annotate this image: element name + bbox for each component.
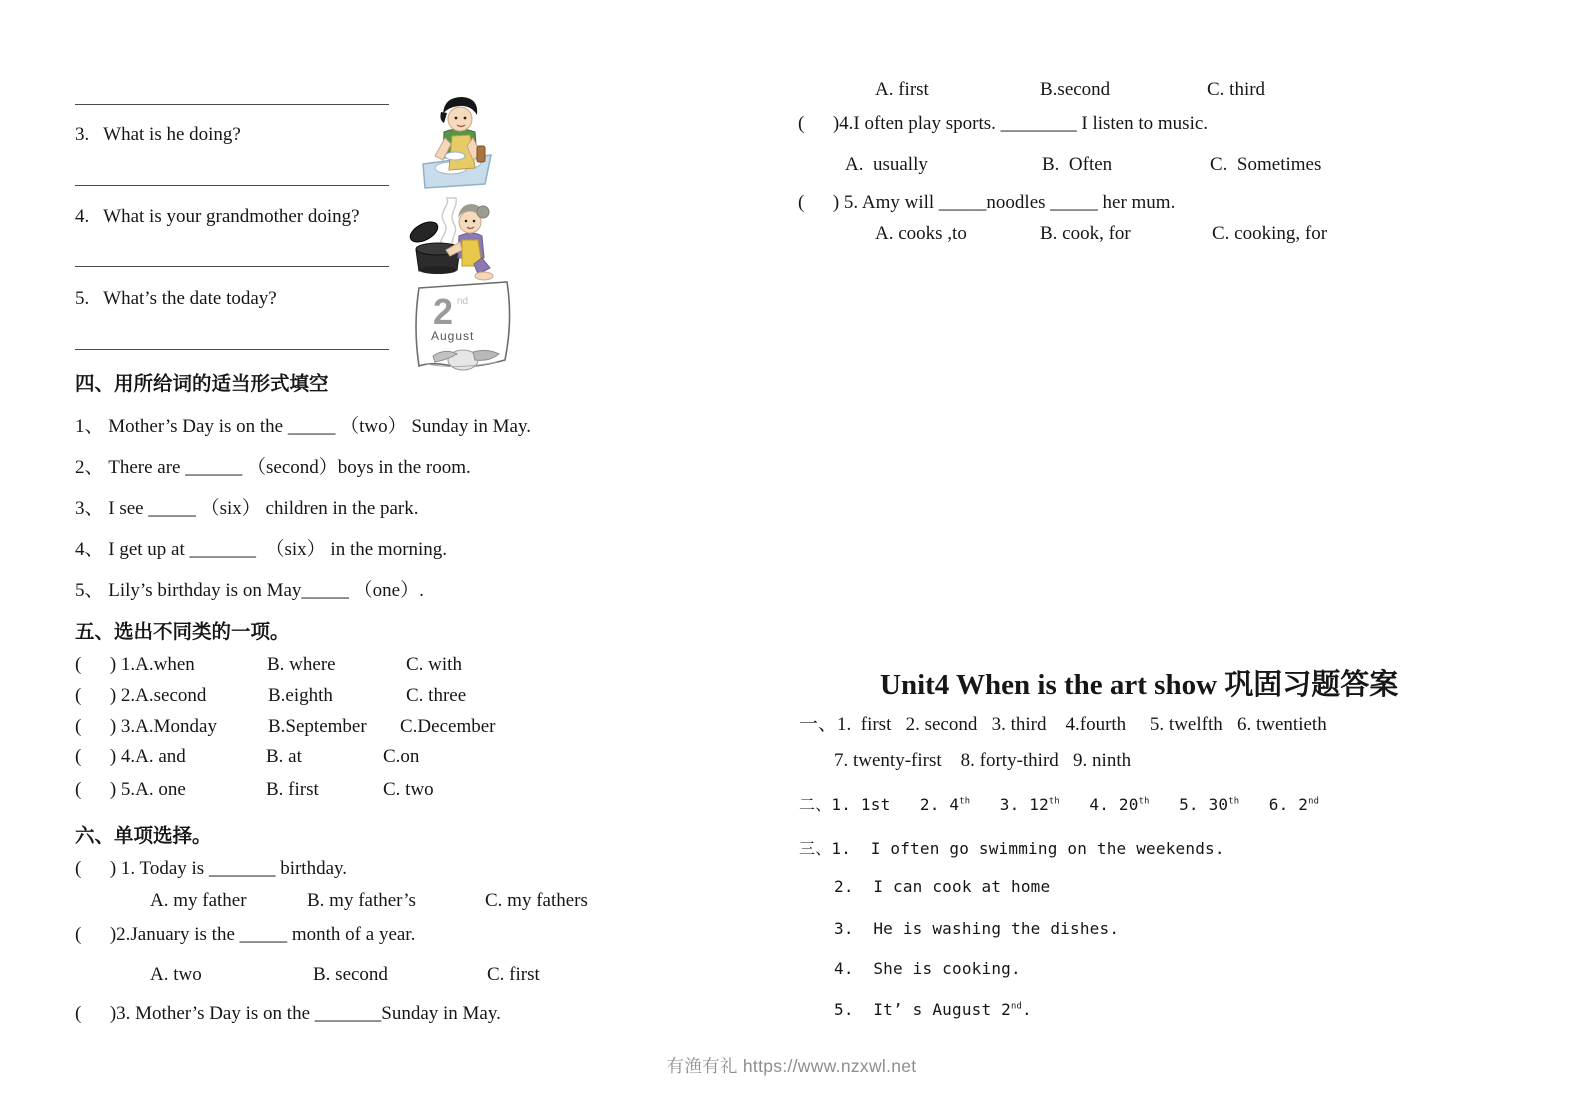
option-b: B. at [266, 746, 302, 767]
question-5: 5. What’s the date today? [75, 288, 277, 309]
option-a: A. my father [150, 890, 247, 911]
calendar-day: 2 [433, 291, 454, 332]
option-b: B. first [266, 779, 319, 800]
option-c: C. my fathers [485, 890, 588, 911]
option-a: ( ) 4.A. and [75, 746, 186, 767]
option-b: B. where [267, 654, 336, 675]
footer-watermark: 有渔有礼 https://www.nzxwl.net [666, 1056, 917, 1076]
section6-title: 六、单项选择。 [75, 826, 212, 847]
section4-item-4: 4、 I get up at _______ （six） in the morning. [75, 539, 448, 560]
option-a: A. first [875, 79, 929, 100]
option-c: C. with [406, 654, 462, 675]
section5-row-5 [75, 779, 695, 803]
option-a: A. two [150, 964, 202, 985]
option-c: C. three [406, 685, 467, 706]
answers-row-3-2: 2. I can cook at home [834, 877, 1051, 896]
answer-blank-line [75, 265, 389, 267]
option-c: C. Sometimes [1210, 154, 1322, 175]
section5-row-2 [75, 685, 695, 709]
section6-q1: ( ) 1. Today is _______ birthday. [75, 858, 348, 879]
option-b: B.September [268, 716, 367, 737]
section4-title: 四、用所给词的适当形式填空 [75, 374, 329, 395]
option-b: B.eighth [268, 685, 333, 706]
section6-q2-options [75, 964, 695, 988]
q3-options [798, 79, 1418, 103]
option-a: ( ) 2.A.second [75, 685, 207, 706]
answers-row-3-5: 5. It’ s August 2nd. [834, 1000, 1032, 1019]
section5-row-4 [75, 746, 695, 770]
option-b: B.second [1040, 79, 1111, 100]
calendar-day-suffix: nd [457, 296, 469, 307]
option-c: C. first [487, 964, 540, 985]
option-c: C. cooking, for [1212, 223, 1328, 244]
option-a: ( ) 5.A. one [75, 779, 186, 800]
option-a: A. cooks ,to [875, 223, 967, 244]
answers-row-3-4: 4. She is cooking. [834, 959, 1021, 978]
option-c: C. two [383, 779, 434, 800]
grandmother-cooking-illustration [404, 194, 504, 286]
section4-item-3: 3、 I see _____ （six） children in the park. [75, 498, 419, 519]
question-3: 3. What is he doing? [75, 124, 241, 145]
q5: ( ) 5. Amy will _____noodles _____ her mum. [798, 192, 1176, 213]
answers-title: Unit4 When is the art show 巩固习题答案 [880, 669, 1399, 701]
section5-title: 五、选出不同类的一项。 [75, 622, 290, 643]
section4-item-1: 1、 Mother’s Day is on the _____ （two） Sunday in May. [75, 416, 531, 437]
option-a: A. usually [845, 154, 928, 175]
answer-blank-line [75, 348, 389, 350]
option-a: ( ) 3.A.Monday [75, 716, 217, 737]
q4: ( )4.I often play sports. ________ I listen to music. [798, 113, 1209, 134]
section6-q1-options [75, 890, 695, 914]
answers-row-3-3: 3. He is washing the dishes. [834, 919, 1120, 938]
section4-item-5: 5、 Lily’s birthday is on May_____ （one）. [75, 580, 424, 601]
answers-row-1: 一、1. first 2. second 3. third 4.fourth 5. twelfth 6. twentieth [799, 714, 1327, 735]
option-c: C.on [383, 746, 420, 767]
option-a: ( ) 1.A.when [75, 654, 195, 675]
boy-washing-dishes-illustration [411, 90, 507, 194]
section5-row-1 [75, 654, 695, 678]
option-b: B. Often [1042, 154, 1113, 175]
answers-row-2: 二、1. 1st 2. 4th 3. 12th 4. 20th 5. 30th 6. 2nd [799, 795, 1320, 814]
answers-row-3-1: 三、1. I often go swimming on the weekends. [799, 839, 1225, 858]
answer-blank-line [75, 184, 389, 186]
option-c: C.December [400, 716, 496, 737]
q4-options [798, 154, 1418, 178]
option-b: B. my father’s [307, 890, 416, 911]
question-4: 4. What is your grandmother doing? [75, 206, 360, 227]
option-c: C. third [1207, 79, 1266, 100]
answers-row-1b: 7. twenty-first 8. forty-third 9. ninth [834, 750, 1132, 771]
option-b: B. second [313, 964, 388, 985]
section4-item-2: 2、 There are ______ （second）boys in the room. [75, 457, 471, 478]
section5-row-3 [75, 716, 695, 740]
answer-blank-line [75, 103, 389, 105]
section6-q3: ( )3. Mother’s Day is on the _______Sunday in May. [75, 1003, 501, 1024]
calendar-august-2-illustration [407, 278, 519, 378]
q5-options [798, 223, 1418, 247]
calendar-month: August [431, 329, 475, 343]
section6-q2: ( )2.January is the _____ month of a year. [75, 924, 416, 945]
option-b: B. cook, for [1040, 223, 1131, 244]
